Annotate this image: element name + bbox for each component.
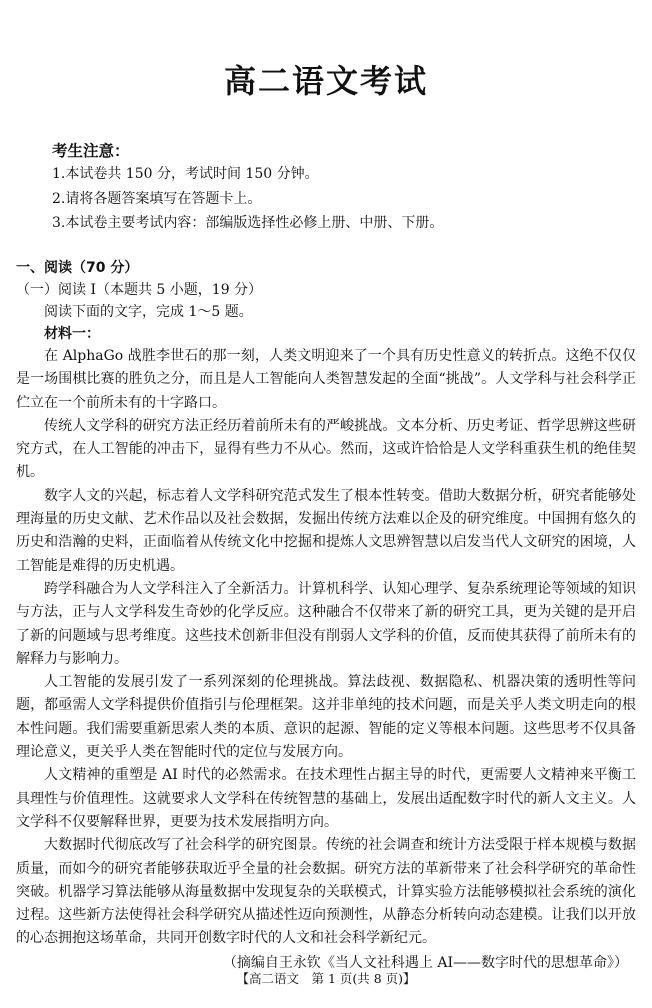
- article-paragraph: 跨学科融合为人文学科注入了全新活力。计算机科学、认知心理学、复杂系统理论等领域的知识与方法，正与人文学科发生奇妙的化学反应。这种融合不仅带来了新的研究工具，更为关键的是开启了新的问题域与思考维度。这些技术创新非但没有削弱人文学科的价值，反而使其获得了前所未有的解释力与影响力。: [16, 580, 636, 667]
- section-heading: 一、阅读（70 分）: [16, 260, 139, 276]
- candidate-notice: [52, 140, 612, 236]
- notice-heading: 考生注意：: [52, 142, 130, 160]
- section-subheading: （一）阅读 Ⅰ（本题共 5 小题，19 分）: [16, 282, 263, 298]
- article-paragraph: 人工智能的发展引发了一系列深刻的伦理挑战。算法歧视、数据隐私、机器决策的透明性等问题，都亟需人文学科提供价值指引与伦理框架。这并非单纯的技术问题，而是关乎人类文明走向的根本性问题。我们需要重新思索人类的本质、意识的起源、智能的定义等根本问题。这些思考不仅具备理论意义，更关乎人类在智能时代的定位与发展方向。: [16, 674, 636, 761]
- source-citation: （摘编自王永钦《当人文社科遇上 AI——数字时代的思想革命》）: [222, 954, 628, 971]
- article-paragraph: 传统人文学科的研究方法正经历着前所未有的严峻挑战。文本分析、历史考证、哲学思辨这些研究方式，在人工智能的冲击下，显得有些力不从心。然而，这或许恰恰是人文学科重获生机的绝佳契机。: [16, 417, 636, 481]
- article-paragraph: 在 AlphaGo 战胜李世石的那一刻，人类文明迎来了一个具有历史性意义的转折点。这绝不仅仅是一场围棋比赛的胜负之分，而且是人工智能向人类智慧发起的全面“挑战”。人文学科与社会科学正伫立在一个前所未有的十字路口。: [16, 348, 636, 411]
- article-paragraph: 数字人文的兴起，标志着人文学科研究范式发生了根本性转变。借助大数据分析，研究者能够处理海量的历史文献、艺术作品以及社会数据，发掘出传统方法难以企及的研究维度。中国拥有悠久的历史和浩瀚的史料，正面临着从传统文化中挖掘和提炼人文思辨智慧以启发当代人文研究的困境，人工智能是难得的历史机遇。: [16, 487, 636, 574]
- page-title: 高二语文考试: [223, 62, 428, 100]
- notice-item: 3.本试卷主要考试内容：部编版选择性必修上册、中册、下册。: [52, 215, 444, 231]
- notice-item: 2.请将各题答案填写在答题卡上。: [52, 190, 262, 207]
- reading-instruction: 阅读下面的文字，完成 1～5 题。: [44, 304, 253, 320]
- material-label: 材料一：: [44, 326, 100, 342]
- reading-section: [16, 257, 636, 975]
- article-paragraph: 人文精神的重塑是 AI 时代的必然需求。在技术理性占据主导的时代，更需要人文精神来平衡工具理性与价值理性。这就要求人文学科在传统智慧的基础上，发展出适配数字时代的新人文主义。人文学科不仅要解释世界，更要为技术发展指明方向。: [16, 767, 636, 830]
- notice-item: 1.本试卷共 150 分，考试时间 150 分钟。: [52, 166, 319, 182]
- page-footer: 【高二语文 第 1 页(共 8 页)】: [236, 971, 416, 986]
- article-paragraph: 大数据时代彻底改写了社会科学的研究图景。传统的社会调查和统计方法受限于样本规模与数据质量，而如今的研究者能够获取近乎全量的社会数据。研究方法的革新带来了社会科学研究的革命性突破。机器学习算法能够从海量数据中发现复杂的关联模式，计算实验方法能够模拟社会系统的演化过程。这些新方法使得社会科学研究从描述性迈向预测性，从静态分析转向动态建模。让我们以开放的心态拥抱这场革命，共同开创数字时代的人文和社会科学新纪元。: [16, 837, 636, 947]
